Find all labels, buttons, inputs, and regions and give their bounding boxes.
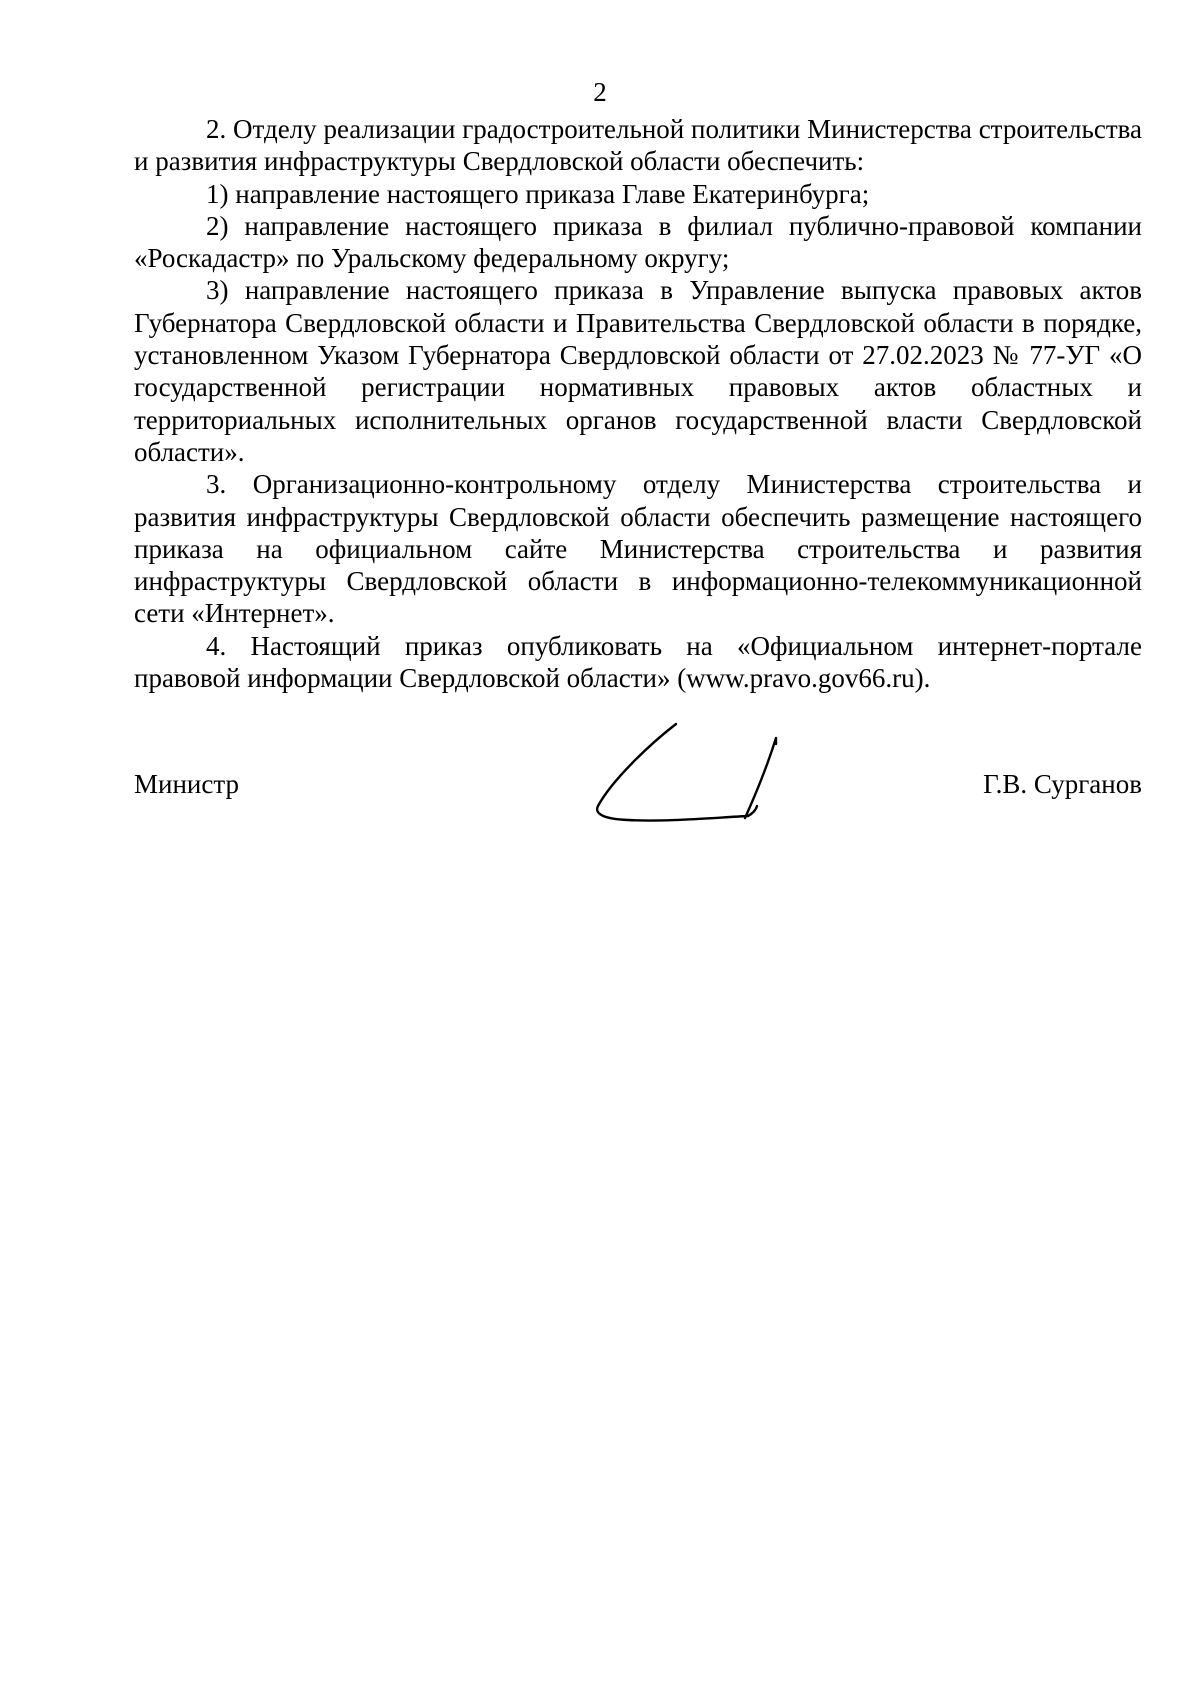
handwritten-signature <box>590 718 800 828</box>
document-body <box>134 113 1142 694</box>
paragraph-item-3: 3. Организационно-контрольному отделу Министерства строительства и развития инфраструктуры Свердловской области обеспечить размещение настоящего приказа на официальном сайте Министерства строительства и развития инфраструктуры Свердловской области в информационно-телекоммуникационной сети «Интернет». <box>134 469 1142 629</box>
signer-title: Министр <box>134 769 239 799</box>
paragraph-item-2: 2. Отделу реализации градостроительной политики Министерства строительства и развития инфраструктуры Свердловской области обеспечить: <box>134 114 1142 177</box>
paragraph-subitem-3: 3) направление настоящего приказа в Управление выпуска правовых актов Губернатора Свердловской области и Правительства Свердловской области в порядке, установленном Указом Губернатора Свердловской области от 27.02.2023 № 77-УГ «О государственной регистрации нормативных правовых актов областных и территориальных исполнительных органов государственной власти Свердловской области». <box>134 275 1142 467</box>
paragraph-subitem-1: 1) направление настоящего приказа Главе Екатеринбурга; <box>206 178 870 209</box>
page-number: 2 <box>593 77 607 107</box>
paragraph-item-4: 4. Настоящий приказ опубликовать на «Официальном интернет-портале правовой информации Свердловской области» (www.pravo.gov66.ru). <box>134 630 1142 694</box>
signer-name: Г.В. Сурганов <box>983 769 1142 799</box>
paragraph-subitem-2: 2) направление настоящего приказа в филиал публично-правовой компании «Роскадастр» по Уральскому федеральному округу; <box>134 210 1142 274</box>
